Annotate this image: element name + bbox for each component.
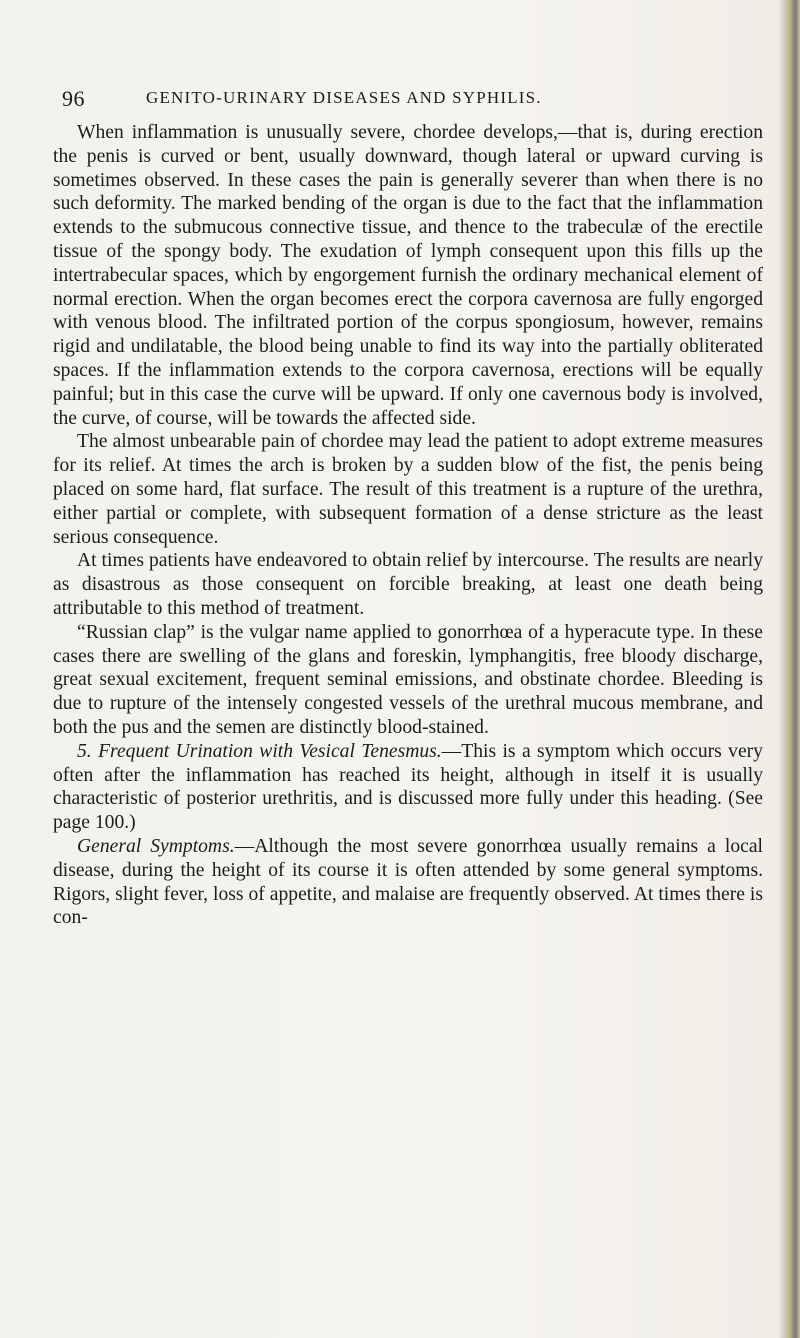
paragraph-chordee-relief: The almost unbearable pain of chordee may lead the patient to adopt extreme measures for its relief. At times the arch is broken by a sudden blow of the fist, the penis being placed on some hard, flat surface. The result of this treatment is a rupture of the urethra, either partial or complete, with subsequent formation of a dense stricture as the least serious consequence. [53,431,763,548]
section-heading-frequent-urination: 5. Frequent Urination with Vesical Tenesmus. [77,740,442,762]
paragraph-frequent-urination [53,740,763,835]
section-heading-general-symptoms: General Symptoms. [77,835,235,857]
paragraph-chordee: When inflammation is unusually severe, chordee develops,—that is, during erection the penis is curved or bent, usually downward, though lateral or upward curving is sometimes observed. In these cases the pain is generally severer than when there is no such deformity. The marked bending of the organ is due to the fact that the inflammation extends to the submucous connective tissue, and thence to the trabeculæ of the erectile tissue of the spongy body. The exudation of lymph consequent upon this fills up the intertrabecular spaces, which by engorgement furnish the ordinary mechanical element of normal erection. When the organ becomes erect the corpora cavernosa are fully engorged with venous blood. The infiltrated portion of the corpus spongiosum, however, remains rigid and undilatable, the blood being unable to find its way into the partially obliterated spaces. If the inflammation extends to the corpora cavernosa, erections will be equally painful; but in this case the curve will be upward. If only one cavernous body is involved, the curve, of course, will be towards the affected side. [53,122,763,429]
paragraph-russian-clap: “Russian clap” is the vulgar name applied to gonorrhœa of a hyperacute type. In these cases there are swelling of the glans and foreskin, lymphangitis, free bloody discharge, great sexual excitement, frequent seminal emissions, and obstinate chordee. Bleeding is due to rupture of the intensely congested vessels of the urethral mucous membrane, and both the pus and the semen are distinctly blood-stained. [53,621,763,738]
page-number: 96 [62,86,85,111]
paragraph-intercourse: At times patients have endeavored to obtain relief by intercourse. The results are nearly as disastrous as those consequent on forcible breaking, at least one death being attributable to this method of treatment. [53,550,763,619]
page-edge-stain [787,0,790,1338]
paragraph-general-symptoms [53,835,763,930]
body-text [53,121,763,930]
page-header [62,86,742,110]
section-body-frequent-urination: —This is a symptom which occurs very often after the inflammation has reached its height, although in itself it is usually characteristic of posterior urethritis, and is discussed more fully under this heading. (See page 100.) [53,740,763,834]
section-body-general-symptoms: —Although the most severe gonorrhœa usually remains a local disease, during the height of its course it is often attended by some general symptoms. Rigors, slight fever, loss of appetite, and malaise are frequently observed. At times there is con- [53,835,763,929]
running-title: GENITO-URINARY DISEASES AND SYPHILIS. [146,88,542,107]
